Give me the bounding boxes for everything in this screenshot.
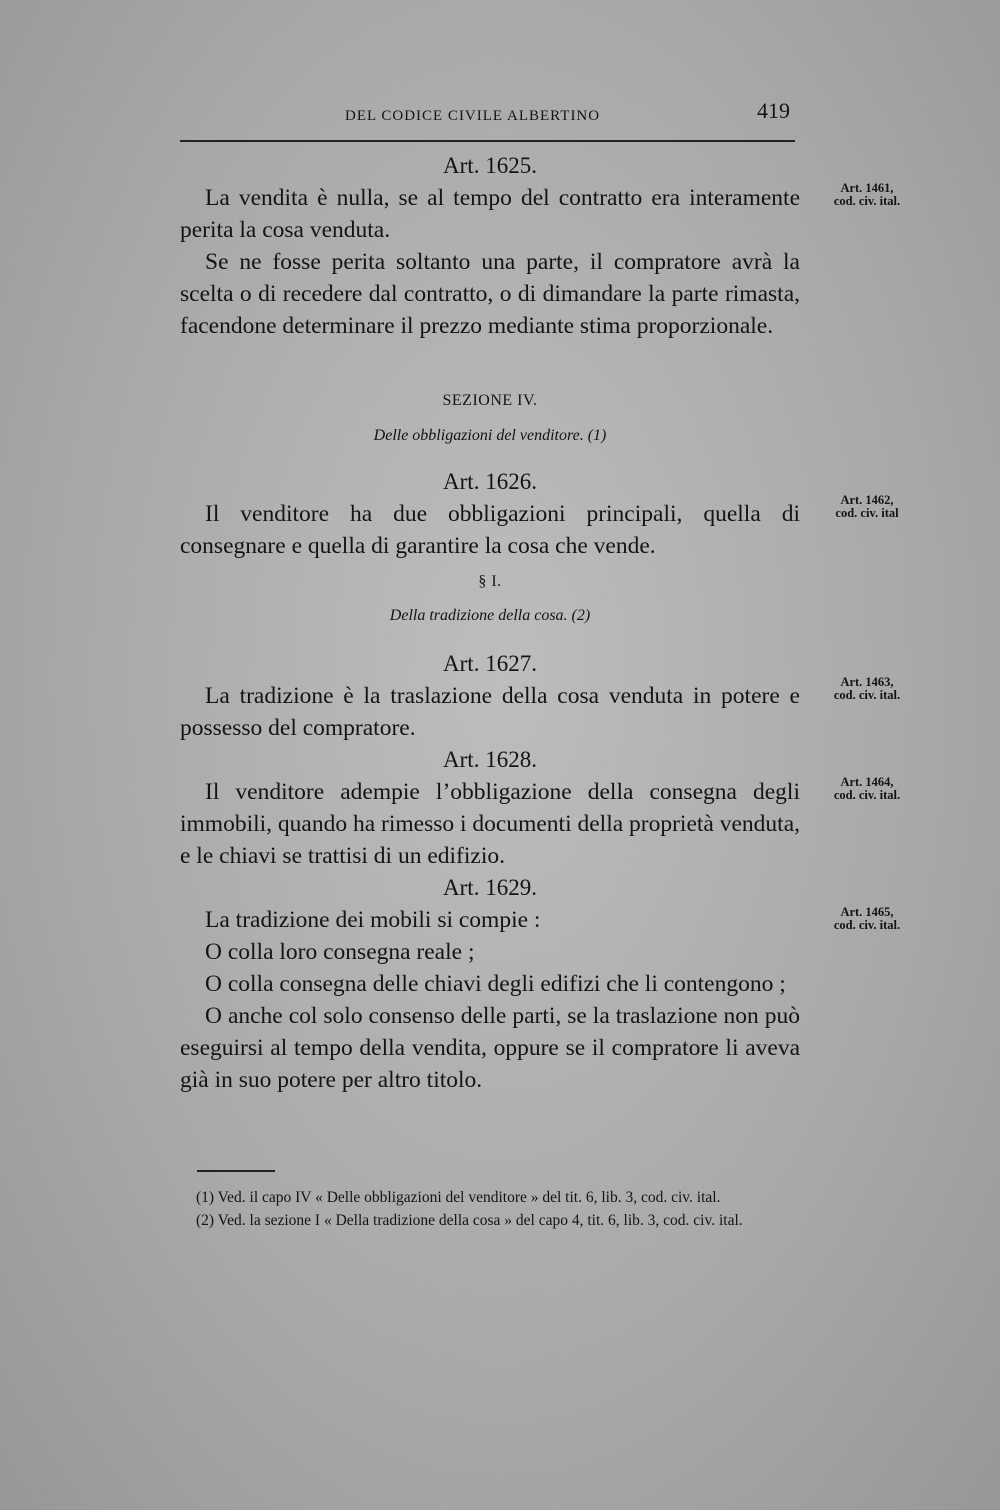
section-subtitle: Delle obbligazioni del venditore. (1) xyxy=(373,427,607,444)
article-paragraph: Il venditore adempie l’obbligazione della consegna degli immobili, quando ha rimesso i documenti della proprietà venduta, e le chiavi se trattisi di un edifizio. xyxy=(180,779,800,869)
margin-note xyxy=(812,182,922,208)
margin-note-line: Art. 1463, xyxy=(840,675,894,689)
article-1628 xyxy=(180,744,800,872)
article-paragraph: O anche col solo consenso delle parti, se la traslazione non può eseguirsi al tempo della vendita, oppure se il compratore li aveva già in suo potere per altro titolo. xyxy=(180,1003,800,1093)
article-paragraph: Il venditore ha due obbligazioni principali, quella di consegnare e quella di garantire la cosa che vende. xyxy=(180,501,800,559)
margin-note-line: cod. civ. ital. xyxy=(833,194,901,208)
article-paragraph: Se ne fosse perita soltanto una parte, il compratore avrà la scelta o di recedere dal contratto, o di dimandare la parte rimasta, facendone determinare il prezzo mediante stima proporzionale. xyxy=(180,249,800,339)
article-paragraph: O colla consegna delle chiavi degli edifizi che li contengono ; xyxy=(205,971,786,997)
margin-note-line: Art. 1461, xyxy=(840,181,894,195)
article-heading: Art. 1627. xyxy=(443,651,537,676)
margin-note xyxy=(812,906,922,932)
subsection-subheading xyxy=(180,607,800,625)
article-paragraph: O colla loro consegna reale ; xyxy=(205,939,475,965)
subsection-subtitle: Della tradizione della cosa. (2) xyxy=(389,607,591,624)
margin-note-line: cod. civ. ital. xyxy=(833,918,901,932)
footnote: (1) Ved. il capo IV « Delle obbligazioni del venditore » del tit. 6, lib. 3, cod. civ. ital. xyxy=(196,1189,721,1206)
header-rule xyxy=(180,140,795,142)
margin-note-line: Art. 1462, xyxy=(840,493,894,507)
article-1626 xyxy=(180,466,800,562)
margin-note xyxy=(812,494,922,520)
footnote-rule xyxy=(197,1170,275,1172)
footnote: (2) Ved. la sezione I « Della tradizione della cosa » del capo 4, tit. 6, lib. 3, cod. civ. ital. xyxy=(196,1212,743,1229)
running-title: DEL CODICE CIVILE ALBERTINO xyxy=(345,108,601,124)
article-paragraph: La vendita è nulla, se al tempo del contratto era interamente perita la cosa venduta. xyxy=(180,185,800,243)
margin-note-line: cod. civ. ital. xyxy=(833,788,901,802)
section-heading xyxy=(180,392,800,410)
article-heading: Art. 1628. xyxy=(443,747,537,772)
margin-note-line: cod. civ. ital xyxy=(835,506,899,520)
section-title: SEZIONE IV. xyxy=(442,392,538,409)
section-subheading xyxy=(180,427,800,445)
margin-note-line: cod. civ. ital. xyxy=(833,688,901,702)
article-1627 xyxy=(180,648,800,744)
article-1629 xyxy=(180,872,800,1096)
subsection-heading xyxy=(180,573,800,591)
article-paragraph: La tradizione dei mobili si compie : xyxy=(205,907,541,933)
article-paragraph: La tradizione è la traslazione della cosa venduta in potere e possesso del compratore. xyxy=(180,683,800,741)
margin-note xyxy=(812,776,922,802)
margin-note xyxy=(812,676,922,702)
margin-note-line: Art. 1465, xyxy=(840,905,894,919)
footnotes xyxy=(196,1188,811,1234)
page-number: 419 xyxy=(757,98,790,123)
margin-note-line: Art. 1464, xyxy=(840,775,894,789)
article-1625 xyxy=(180,150,800,342)
article-heading: Art. 1626. xyxy=(443,469,537,494)
subsection-title: § I. xyxy=(478,573,502,590)
article-heading: Art. 1625. xyxy=(443,153,537,178)
article-heading: Art. 1629. xyxy=(443,875,537,900)
